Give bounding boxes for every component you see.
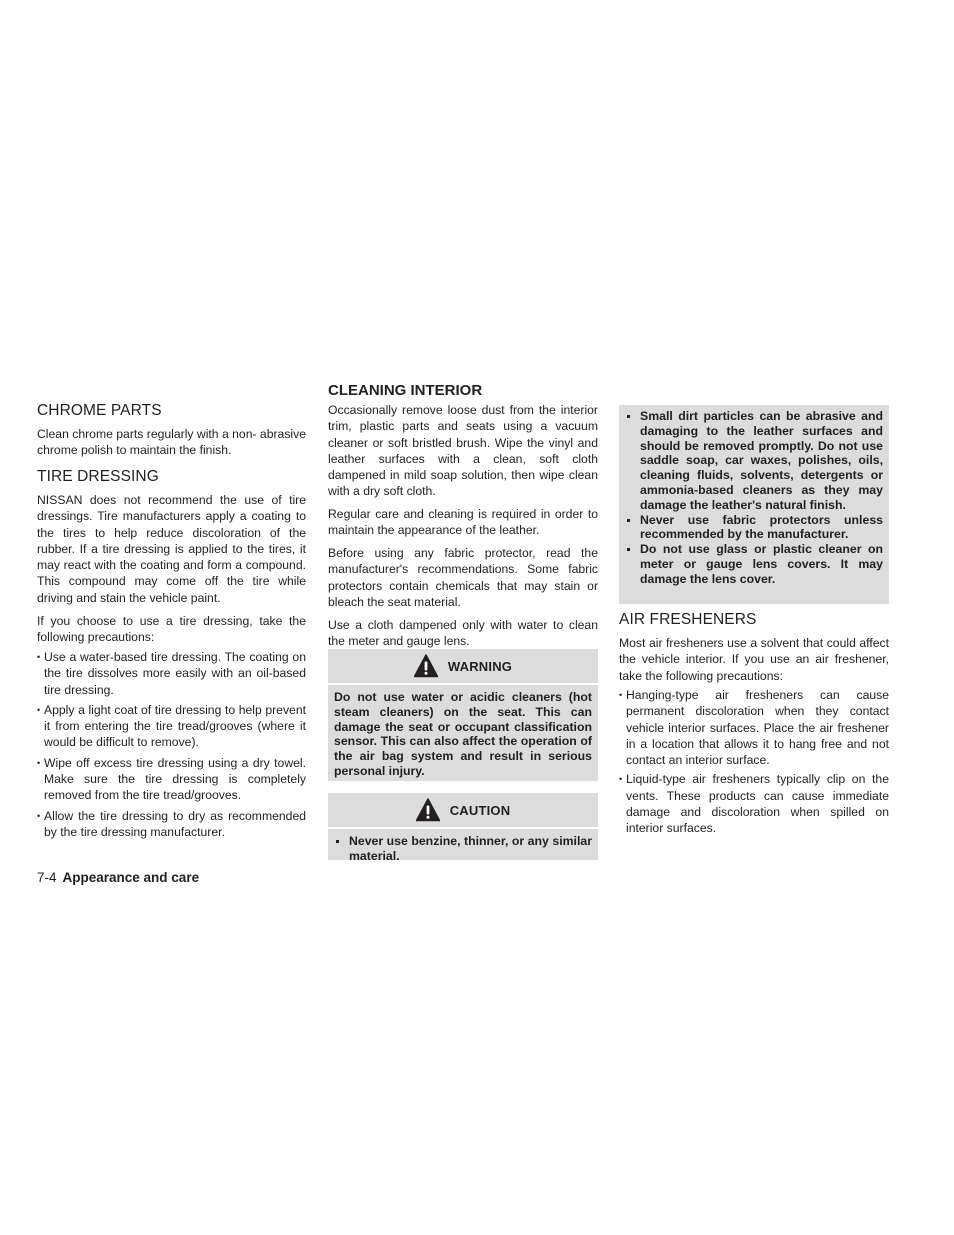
warning-header bbox=[328, 649, 598, 685]
list-item: • Use a water-based tire dressing. The coating on the tire dissolves more easily with an oil-based tire dressing. bbox=[37, 649, 306, 698]
list-item: Never use benzine, thinner, or any similar material. bbox=[334, 834, 592, 864]
list-item: • Apply a light coat of tire dressing to help prevent it from entering the tire tread/grooves (where it would be difficult to remove). bbox=[37, 702, 306, 751]
caution-list bbox=[334, 834, 592, 864]
list-item: • Wipe off excess tire dressing using a dry towel. Make sure the tire dressing is completely removed from the tire tread/grooves. bbox=[37, 755, 306, 804]
tire-dressing-intro: NISSAN does not recommend the use of tire dressings. Tire manufacturers apply a coating to the tires to help reduce discoloration of the rubber. If a tire dressing is applied to the tires, it may react with the coating and form a compound. This compound may come off the tire while driving and stain the vehicle paint. bbox=[37, 493, 306, 605]
section-title: Appearance and care bbox=[62, 870, 200, 885]
air-fresheners-heading: AIR FRESHENERS bbox=[619, 611, 757, 628]
cleaning-interior-heading: CLEANING INTERIOR bbox=[328, 382, 483, 399]
tire-dressing-precautions-intro: If you choose to use a tire dressing, take the following precautions: bbox=[37, 614, 306, 645]
list-item: • Hanging-type air fresheners can cause permanent discoloration when they contact vehicle interior surfaces. Place the air freshener in a location that allows it to hang free and not contact an interior surface. bbox=[619, 687, 889, 768]
caution-continued-list bbox=[625, 409, 883, 587]
tire-dressing-heading: TIRE DRESSING bbox=[37, 468, 159, 485]
cleaning-interior-text-4: Use a cloth dampened only with water to clean the meter and gauge lens. bbox=[328, 618, 598, 649]
tire-dressing-precautions-list bbox=[37, 649, 306, 840]
warning-box bbox=[328, 649, 598, 781]
air-fresheners-intro: Most air fresheners use a solvent that could affect the vehicle interior. If you use an air freshener, take the following precautions: bbox=[619, 636, 889, 683]
cleaning-interior-text-3: Before using any fabric protector, read the manufacturer's recommendations. Some fabric protectors contain chemicals that may stain or bleach the seat material. bbox=[328, 546, 598, 609]
caution-label: CAUTION bbox=[449, 802, 511, 818]
warning-label: WARNING bbox=[447, 658, 513, 674]
page-number: 7-4 bbox=[37, 870, 57, 885]
warning-triangle-icon bbox=[416, 798, 440, 822]
air-fresheners-precautions-list bbox=[619, 687, 889, 837]
caution-header bbox=[328, 793, 598, 829]
list-item: Do not use glass or plastic cleaner on meter or gauge lens covers. It may damage the lens cover. bbox=[625, 542, 883, 586]
warning-triangle-icon bbox=[414, 654, 438, 678]
cleaning-interior-text-1: Occasionally remove loose dust from the interior trim, plastic parts and seats using a vacuum cleaner or soft bristled brush. Wipe the vinyl and leather surfaces with a clean, soft cloth dampened in mild soap solution, then wipe clean with a dry soft cloth. bbox=[328, 403, 598, 499]
chrome-parts-text: Clean chrome parts regularly with a non- abrasive chrome polish to maintain the finish. bbox=[37, 427, 306, 458]
caution-box bbox=[328, 793, 598, 863]
list-item: • Allow the tire dressing to dry as recommended by the tire dressing manufacturer. bbox=[37, 808, 306, 841]
list-item: • Liquid-type air fresheners typically clip on the vents. These products can cause immediate damage and discoloration when spilled on interior surfaces. bbox=[619, 771, 889, 836]
list-item: Never use fabric protectors unless recommended by the manufacturer. bbox=[625, 513, 883, 543]
page-footer bbox=[37, 870, 199, 885]
chrome-parts-heading: CHROME PARTS bbox=[37, 402, 162, 419]
warning-text: Do not use water or acidic cleaners (hot steam cleaners) on the seat. This can damage the seat or occupant classification sensor. This can also affect the operation of the air bag system and result in serious personal injury. bbox=[334, 690, 592, 778]
caution-continued-box bbox=[619, 405, 889, 604]
cleaning-interior-text-2: Regular care and cleaning is required in order to maintain the appearance of the leather. bbox=[328, 507, 598, 538]
list-item: Small dirt particles can be abrasive and damaging to the leather surfaces and should be removed promptly. Do not use saddle soap, car waxes, polishes, oils, cleaning fluids, solvents, detergents or ammonia-based cleaners as they may damage the leather's natural finish. bbox=[625, 409, 883, 513]
